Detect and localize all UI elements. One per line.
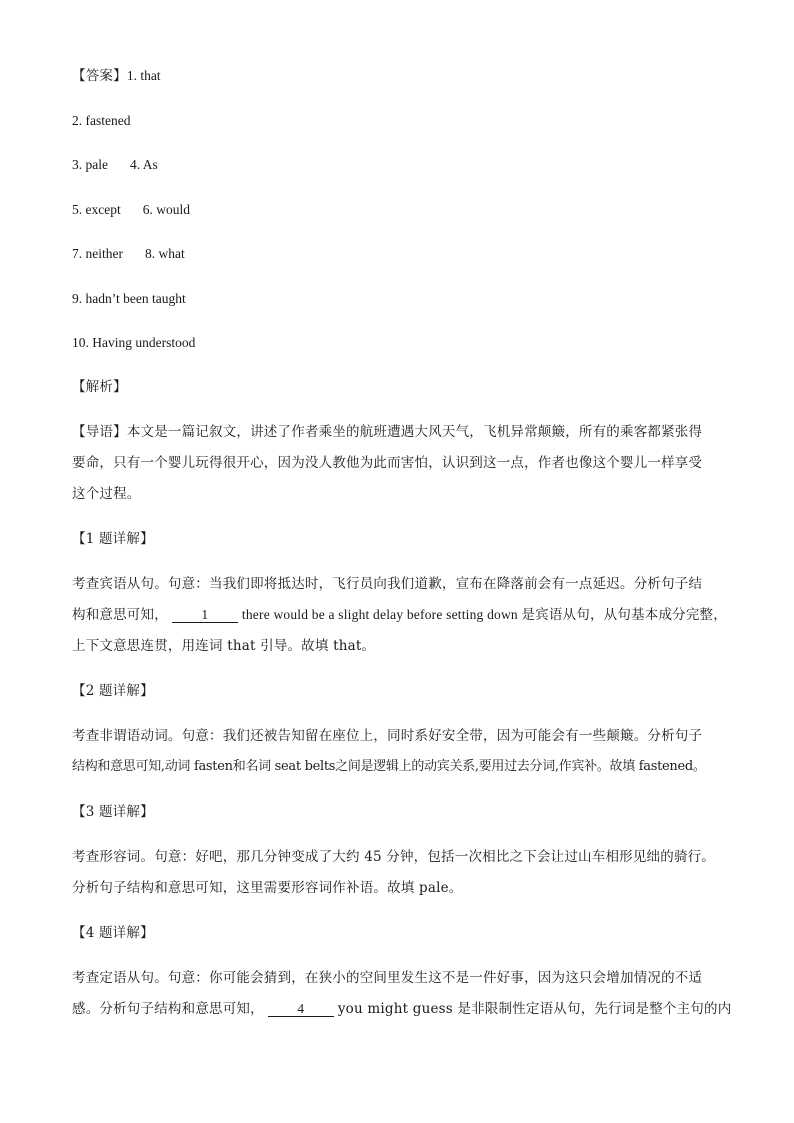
intro-line-3: 这个过程。: [72, 486, 141, 502]
answer-7: 7. neither: [72, 246, 123, 261]
answer-8: 8. what: [144, 246, 185, 261]
intro-label: 【导语】: [72, 424, 127, 440]
blank-4: 4: [268, 1002, 334, 1017]
q2-heading: 【2 题详解】: [72, 683, 154, 699]
answer-1: 1. that: [126, 68, 161, 83]
q3-line-2: 分析句子结构和意思可知，这里需要形容词作补语。故填 pale。: [72, 880, 463, 896]
analysis-label: 【解析】: [72, 379, 127, 395]
answer-5: 5. except: [72, 202, 121, 217]
q2-line-1: 考查非谓语动词。句意：我们还被告知留在座位上，同时系好安全带，因为可能会有一些颠簸。分析句子: [72, 728, 703, 744]
answer-line-6: [72, 290, 186, 308]
answer-4: 4. As: [130, 157, 158, 172]
answer-10: 10. Having understood: [72, 335, 196, 350]
q4-line-2-pre: 感。分析句子结构和意思可知，: [72, 1001, 264, 1017]
answer-line-3: [72, 156, 158, 174]
q1-line-2-post: there would be a slight delay before setting down 是宾语从句，从句基本成分完整，: [241, 607, 727, 622]
answer-line-2: [72, 112, 130, 130]
q1-line-1: 考查宾语从句。句意：当我们即将抵达时，飞行员向我们道歉，宣布在降落前会有一点延迟。分析句子结: [72, 576, 703, 592]
q1-line-3: 上下文意思连贯，用连词 that 引导。故填 that。: [72, 638, 376, 654]
q4-line-1: 考查定语从句。句意：你可能会猜到，在狭小的空间里发生这不是一件好事，因为这只会增加情况的不适: [72, 970, 703, 986]
q1-line-2-pre: 构和意思可知，: [72, 607, 168, 623]
answer-line-7: [72, 334, 195, 352]
intro-text-1: 本文是一篇记叙文，讲述了作者乘坐的航班遭遇大风天气，飞机异常颠簸，所有的乘客都紧张得: [126, 424, 703, 440]
answers-label: 【答案】: [72, 68, 127, 83]
blank-1: 1: [172, 608, 238, 623]
answer-9: 9. hadn’t been taught: [72, 291, 186, 306]
q1-line-2: [72, 606, 727, 624]
answer-line-4: [72, 201, 190, 219]
q2-line-2: 结构和意思可知,动词 fasten和名词 seat belts之间是逻辑上的动宾关系,要用过去分词,作宾补。故填 fastened。: [72, 759, 706, 774]
q4-line-2: [72, 1000, 731, 1018]
q4-line-2-post: you might guess 是非限制性定语从句，先行词是整个主句的内: [337, 1001, 732, 1017]
intro-line-1: [72, 423, 702, 441]
q1-heading: 【1 题详解】: [72, 531, 154, 547]
answer-2: 2. fastened: [72, 113, 131, 128]
answer-line-5: [72, 245, 185, 263]
answer-line-1: [72, 67, 161, 85]
answer-3: 3. pale: [72, 157, 108, 172]
intro-line-2: 要命，只有一个婴儿玩得很开心，因为没人教他为此而害怕，认识到这一点，作者也像这个婴儿一样享受: [72, 455, 703, 471]
q3-line-1: 考查形容词。句意：好吧，那几分钟变成了大约 45 分钟，包括一次相比之下会让过山车相形见绌的骑行。: [72, 849, 716, 865]
q4-heading: 【4 题详解】: [72, 925, 154, 941]
answer-6: 6. would: [142, 202, 190, 217]
q3-heading: 【3 题详解】: [72, 804, 154, 820]
